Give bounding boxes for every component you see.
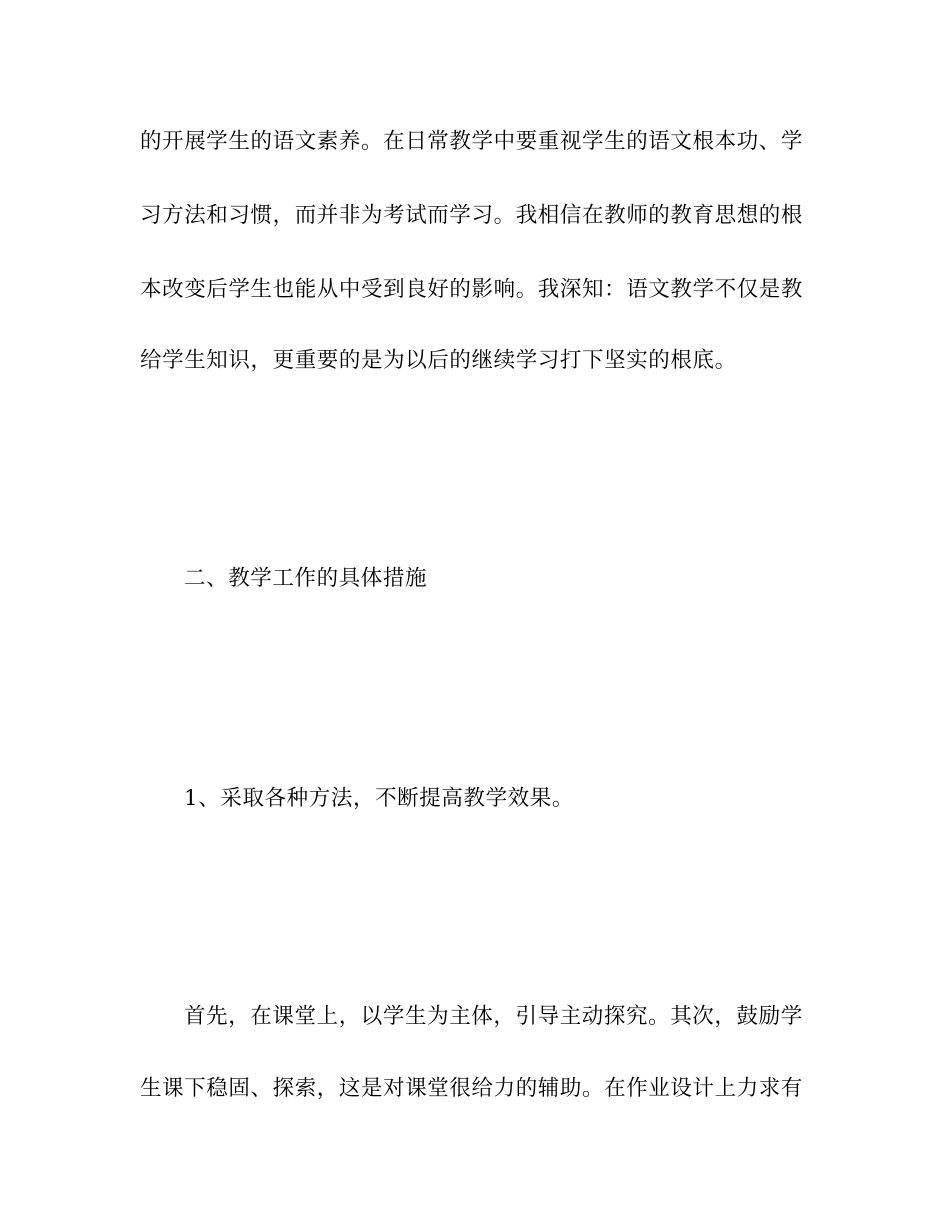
paragraph-line: 给学生知识，更重要的是为以后的继续学习打下坚实的根底。 xyxy=(140,348,737,373)
subsection-heading: 1、采取各种方法，不断提高教学效果。 xyxy=(184,786,574,811)
paragraph-line: 的开展学生的语文素养。在日常教学中要重视学生的语文根本功、学 xyxy=(140,129,804,154)
paragraph-line: 生课下稳固、探索，这是对课堂很给力的辅助。在作业设计上力求有 xyxy=(140,1076,804,1101)
paragraph-line: 习方法和习惯，而并非为考试而学习。我相信在教师的教育思想的根 xyxy=(140,203,804,228)
paragraph-line: 本改变后学生也能从中受到良好的影响。我深知：语文教学不仅是教 xyxy=(140,277,804,302)
section-heading: 二、教学工作的具体措施 xyxy=(184,566,428,591)
paragraph-line: 首先，在课堂上，以学生为主体，引导主动探究。其次，鼓励学 xyxy=(184,1004,803,1029)
